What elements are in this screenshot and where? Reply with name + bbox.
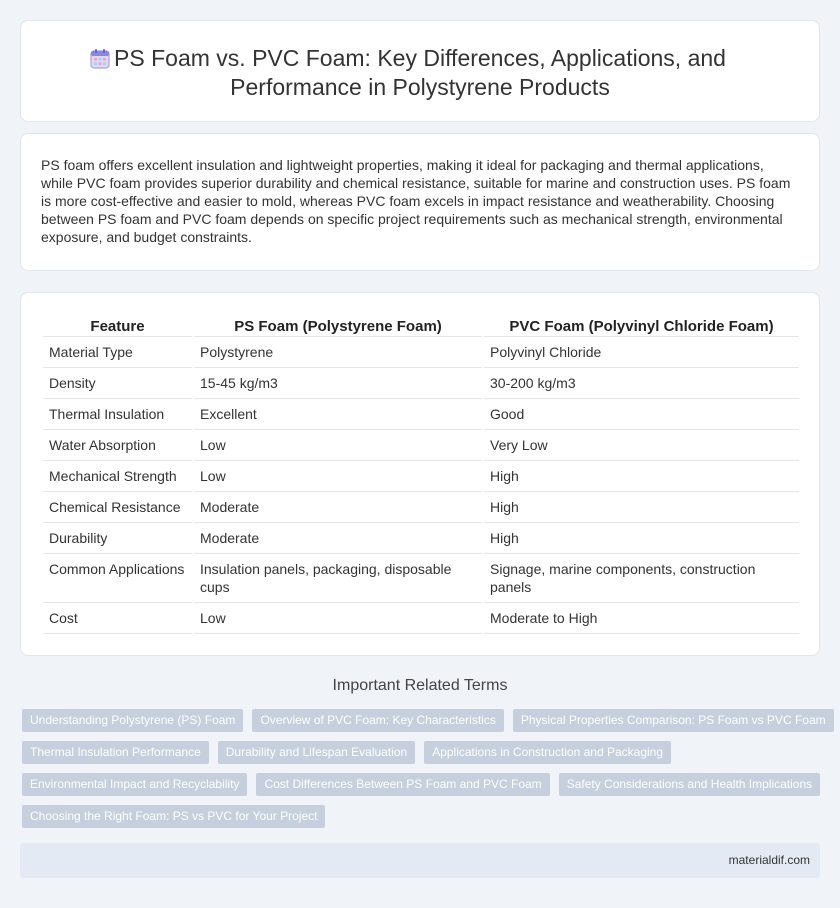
related-term-tag[interactable]: Cost Differences Between PS Foam and PVC Foam [256,773,549,796]
table-row [43,554,799,603]
table-row [43,492,799,523]
table-row [43,337,799,368]
table-header-feature: Feature [43,315,193,337]
table-header-ps-foam: PS Foam (Polystyrene Foam) [193,315,483,337]
table-cell-feature: Thermal Insulation [43,399,193,430]
table-cell-ps: Low [193,603,483,634]
table-cell-feature: Common Applications [43,554,193,603]
related-term-tag[interactable]: Durability and Lifespan Evaluation [218,741,415,764]
intro-paragraph: PS foam offers excellent insulation and lightweight properties, making it ideal for packaging and thermal applications, while PVC foam provides superior durability and chemical resistance, suitable for marine and construction uses. PS foam is more cost-effective and easier to mold, whereas PVC foam excels in impact resistance and weatherability. Choosing between PS foam and PVC foam depends on specific project requirements such as mechanical strength, environmental exposure, and budget constraints. [41,157,791,245]
table-row [43,523,799,554]
table-cell-pvc: Polyvinyl Chloride [483,337,799,368]
table-header-row [43,315,799,337]
table-header-pvc-foam: PVC Foam (Polyvinyl Chloride Foam) [483,315,799,337]
comparison-table-card [20,292,820,656]
table-cell-feature: Water Absorption [43,430,193,461]
related-terms-heading: Important Related Terms [332,677,508,694]
table-cell-pvc: Very Low [483,430,799,461]
related-terms-list [22,709,826,837]
table-cell-feature: Mechanical Strength [43,461,193,492]
related-term-tag[interactable]: Understanding Polystyrene (PS) Foam [22,709,243,732]
table-cell-ps: Moderate [193,523,483,554]
related-term-tag[interactable]: Applications in Construction and Packaging [424,741,671,764]
related-term-tag[interactable]: Safety Considerations and Health Implications [559,773,820,796]
related-term-tag[interactable]: Environmental Impact and Recyclability [22,773,247,796]
comparison-table [43,315,799,634]
footer [20,843,820,878]
table-row [43,368,799,399]
table-row [43,430,799,461]
footer-site-link[interactable]: materialdif.com [728,853,810,867]
related-term-tag[interactable]: Thermal Insulation Performance [22,741,209,764]
page-title-line-1: PS Foam vs. PVC Foam: Key Differences, Applications, and [114,45,726,71]
table-cell-feature: Density [43,368,193,399]
table-cell-pvc: 30-200 kg/m3 [483,368,799,399]
table-row [43,399,799,430]
table-cell-ps: Insulation panels, packaging, disposable cups [193,554,483,603]
table-cell-feature: Durability [43,523,193,554]
intro-card [20,133,820,271]
page-title [21,44,819,102]
related-term-tag[interactable]: Overview of PVC Foam: Key Characteristics [252,709,503,732]
related-term-tag[interactable]: Choosing the Right Foam: PS vs PVC for Your Project [22,805,325,828]
table-cell-ps: Low [193,461,483,492]
table-cell-pvc: Moderate to High [483,603,799,634]
table-cell-pvc: High [483,492,799,523]
table-cell-feature: Cost [43,603,193,634]
table-cell-ps: Excellent [193,399,483,430]
title-card [20,20,820,122]
related-term-tag[interactable]: Physical Properties Comparison: PS Foam vs PVC Foam [513,709,834,732]
table-cell-ps: Moderate [193,492,483,523]
table-cell-feature: Chemical Resistance [43,492,193,523]
table-cell-ps: Low [193,430,483,461]
table-cell-pvc: High [483,523,799,554]
table-cell-pvc: High [483,461,799,492]
table-cell-ps: 15-45 kg/m3 [193,368,483,399]
table-cell-feature: Material Type [43,337,193,368]
table-cell-pvc: Signage, marine components, construction panels [483,554,799,603]
table-cell-ps: Polystyrene [193,337,483,368]
table-cell-pvc: Good [483,399,799,430]
page-title-line-2: Performance in Polystyrene Products [230,74,610,100]
table-row [43,603,799,634]
table-row [43,461,799,492]
